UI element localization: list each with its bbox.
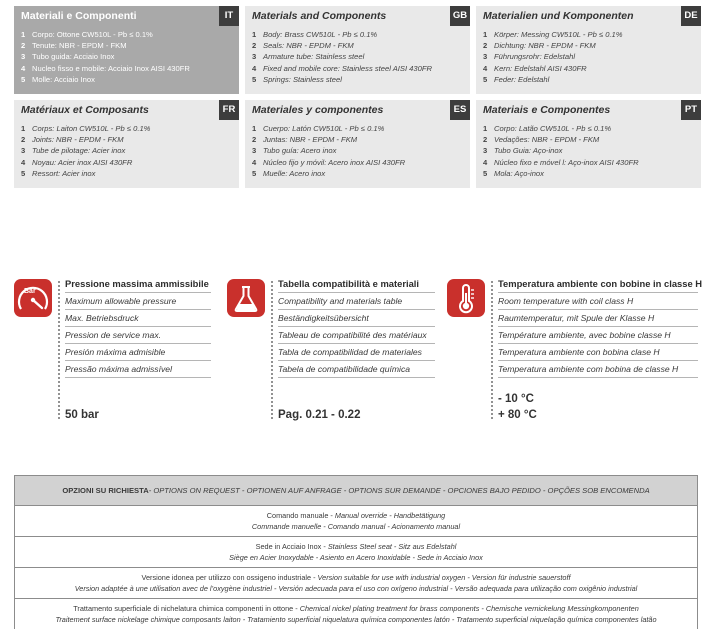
list-item: 2 Vedações: NBR - EPDM - FKM xyxy=(483,135,600,145)
list-item: 1 Corpo: Latão CW510L - Pb ≤ 0.1% xyxy=(483,124,612,133)
materials-list xyxy=(245,26,470,85)
materials-title: Materialien und Komponenten xyxy=(483,10,634,22)
materials-list xyxy=(245,120,470,179)
spec-label: Beständigkeitsübersicht xyxy=(278,310,435,327)
list-item: 2 Seals: NBR - EPDM - FKM xyxy=(252,41,354,51)
list-item: 4 Kern: Edelstahl AISI 430FR xyxy=(483,63,587,73)
materials-row-2 xyxy=(14,100,701,188)
materials-title: Materials and Components xyxy=(252,10,387,22)
spec-label: Temperatura ambiente com bobina de classe H xyxy=(498,361,698,378)
spec-label: Tabla de compatibilidad de materiales xyxy=(278,344,435,361)
spec-label: Pressão máxima admissível xyxy=(65,361,211,378)
materials-box-it xyxy=(14,6,239,94)
materials-list xyxy=(14,120,239,179)
materials-grid xyxy=(14,6,701,194)
list-item: 5 Feder: Edelstahl xyxy=(483,74,550,84)
dotted-divider xyxy=(490,280,494,420)
spec-value-max: + 80 °C xyxy=(498,409,537,421)
list-item: 3 Führungsrohr: Edelstahl xyxy=(483,52,576,62)
svg-text:Bar: Bar xyxy=(24,288,36,295)
option-row-nickel-plating: Trattamento superficiale di nichelatura chimica componenti in ottone - Chemical nickel plating treatment for brass components - Chemische vernickelung Messingkomponenten Traitement surface nickelage chimique composants laiton - Tratamiento superficial niquelatura química componentes latón - Tratamento superficial niquelação química componentes latão xyxy=(55,604,657,624)
list-item: 4 Nucleo fisso e mobile: Acciaio Inox AISI 430FR xyxy=(21,63,190,73)
list-item: 2 Dichtung: NBR - EPDM - FKM xyxy=(483,41,596,51)
dotted-divider xyxy=(270,280,274,420)
spec-label: Pression de service max. xyxy=(65,327,211,344)
list-item: 2 Joints: NBR - EPDM - FKM xyxy=(21,135,124,145)
spec-label: Tableau de compatibilité des matériaux xyxy=(278,327,435,344)
dotted-divider xyxy=(57,280,61,420)
spec-label: Compatibility and materials table xyxy=(278,293,435,310)
options-header-translations: - OPTIONS ON REQUEST - OPTIONEN AUF ANFRAGE - OPTIONS SUR DEMANDE - OPCIONES BAJO PEDIDO - OPÇÕES SOB ENCOMENDA xyxy=(148,486,650,495)
spec-label: Room temperature with coil class H xyxy=(498,293,698,310)
options-table xyxy=(14,475,698,629)
list-item: 4 Noyau: Acier inox AISI 430FR xyxy=(21,157,133,167)
options-header-main: OPZIONI SU RICHIESTA xyxy=(62,486,149,495)
list-item: 3 Tubo Guia: Aço-inox xyxy=(483,146,563,156)
language-code: GB xyxy=(450,6,470,26)
language-code: ES xyxy=(450,100,470,120)
list-item: 3 Tubo guía: Acero inox xyxy=(252,146,337,156)
materials-list xyxy=(14,26,239,85)
list-item: 2 Tenute: NBR - EPDM - FKM xyxy=(21,41,127,51)
list-item: 1 Cuerpo: Latón CW510L - Pb ≤ 0.1% xyxy=(252,124,385,133)
materials-title: Materiais e Componentes xyxy=(483,104,611,116)
list-item: 3 Tube de pilotage: Acier inox xyxy=(21,146,126,156)
list-item: 5 Ressort: Acier inox xyxy=(21,168,96,178)
spec-label: Température ambiente, avec bobine classe H xyxy=(498,327,698,344)
materials-box-de xyxy=(476,6,701,94)
list-item: 4 Fixed and mobile core: Stainless steel AISI 430FR xyxy=(252,63,432,73)
language-code: FR xyxy=(219,100,239,120)
list-item: 5 Springs: Stainless steel xyxy=(252,74,342,84)
materials-list xyxy=(476,120,701,179)
spec-labels xyxy=(498,276,703,378)
flask-icon xyxy=(227,279,265,317)
language-code: DE xyxy=(681,6,701,26)
spec-label: Raumtemperatur, mit Spule der Klasse H xyxy=(498,310,698,327)
materials-row-1 xyxy=(14,6,701,94)
spec-label: Max. Betriebsdruck xyxy=(65,310,211,327)
language-code: PT xyxy=(681,100,701,120)
materials-box-fr xyxy=(14,100,239,188)
spec-value: Pag. 0.21 - 0.22 xyxy=(278,409,361,421)
materials-title: Materiales y componentes xyxy=(252,104,384,116)
list-item: 1 Corpo: Ottone CW510L - Pb ≤ 0.1% xyxy=(21,30,153,39)
pressure-gauge-icon xyxy=(14,279,52,317)
spec-label: Presión máxima admisible xyxy=(65,344,211,361)
spec-label: Tabela de compatibilidade química xyxy=(278,361,435,378)
list-item: 1 Corps: Laiton CW510L - Pb ≤ 0.1% xyxy=(21,124,151,133)
list-item: 2 Juntas: NBR - EPDM - FKM xyxy=(252,135,358,145)
materials-box-pt xyxy=(476,100,701,188)
materials-title: Materiali e Componenti xyxy=(21,10,137,22)
spec-value: 50 bar xyxy=(65,409,99,421)
list-item: 4 Núcleo fixo e móvel l: Aço-inox AISI 430FR xyxy=(483,157,639,167)
spec-label: Maximum allowable pressure xyxy=(65,293,211,310)
spec-value-min: - 10 °C xyxy=(498,393,534,405)
spec-label: Pressione massima ammissibile xyxy=(65,276,211,293)
materials-list xyxy=(476,26,701,85)
list-item: 3 Armature tube: Stainless steel xyxy=(252,52,365,62)
materials-title: Matériaux et Composants xyxy=(21,104,149,116)
spec-label: Temperatura ambiente con bobine in classe H xyxy=(498,276,698,293)
list-item: 5 Mola: Aço-inox xyxy=(483,168,544,178)
language-code: IT xyxy=(219,6,239,26)
spec-label: Tabella compatibilità e materiali xyxy=(278,276,435,293)
spec-labels xyxy=(278,276,435,378)
list-item: 1 Body: Brass CW510L - Pb ≤ 0.1% xyxy=(252,30,378,39)
list-item: 5 Muelle: Acero inox xyxy=(252,168,326,178)
list-item: 5 Molle: Acciaio Inox xyxy=(21,74,95,84)
spec-labels xyxy=(65,276,211,378)
list-item: 1 Körper: Messing CW510L - Pb ≤ 0.1% xyxy=(483,30,623,39)
materials-box-gb xyxy=(245,6,470,94)
spec-label: Temperatura ambiente con bobina clase H xyxy=(498,344,698,361)
list-item: 4 Núcleo fijo y móvil: Acero inox AISI 430FR xyxy=(252,157,406,167)
list-item: 3 Tubo guida: Acciaio Inox xyxy=(21,52,115,62)
options-header xyxy=(15,476,697,506)
option-row-stainless-seat: Sede in Acciaio Inox - Stainless Steel seat - Sitz aus Edelstahl Siège en Acier Inoxydable - Asiento en Acero Inoxidable - Sede in Acciaio Inox xyxy=(15,537,697,568)
materials-box-es xyxy=(245,100,470,188)
thermometer-icon xyxy=(447,279,485,317)
option-row-oxygen: Versione idonea per utilizzo con ossigeno industriale - Version suitable for use with industrial oxygen - Version für industrie sauerstoff Version adaptée à une utilisation avec de l’oxygène industriel - Versión adecuada para el uso con oxígeno industrial - Versão adequada para utilização com oxigênio industrial xyxy=(15,568,697,599)
option-row-manual-override: Comando manuale - Manual override - Handbetätigung Commande manuelle - Comando manual - Acionamento manual xyxy=(15,506,697,537)
